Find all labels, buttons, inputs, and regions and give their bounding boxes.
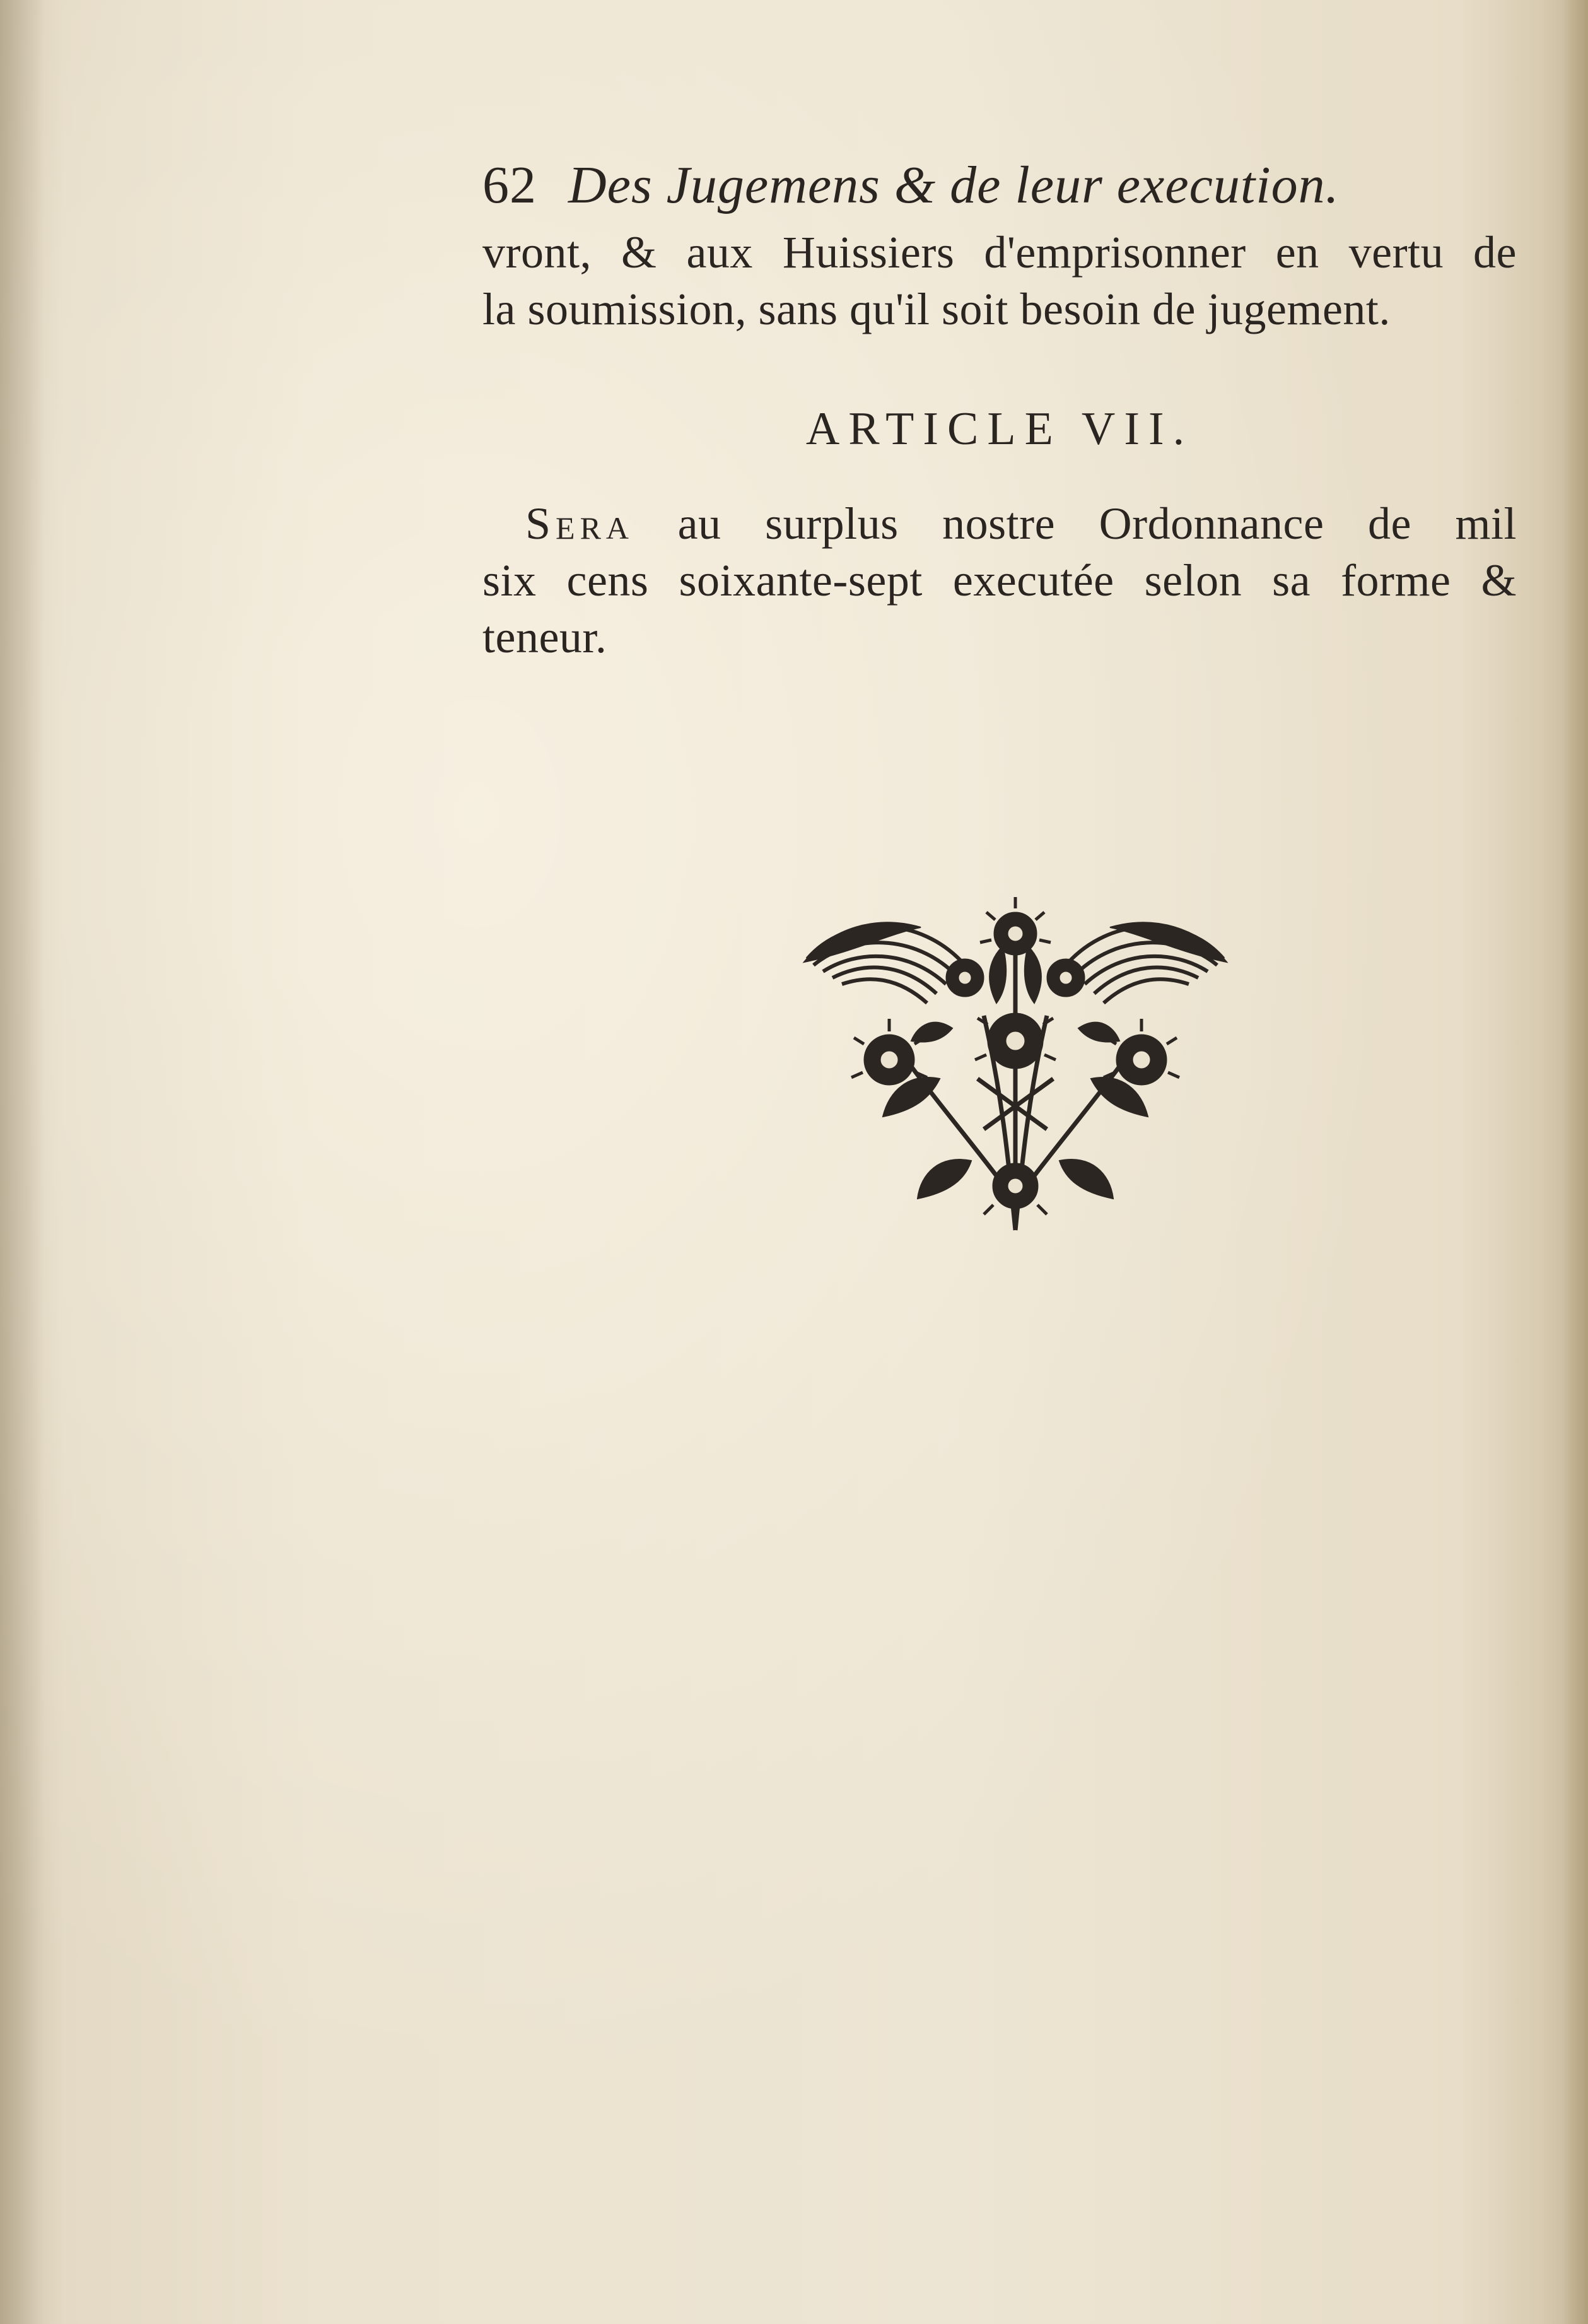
article-line-2: six cens soixante-sept executée selon sa forme & <box>482 555 1517 606</box>
running-title: Des Jugemens & de leur execution. <box>568 156 1340 214</box>
continuation-line-2: la soumission, sans qu'il soit besoin de jugement. <box>482 284 1391 334</box>
article-line-1-rest: au surplus nostre Ordonnance de mil <box>677 498 1517 549</box>
article-heading: ARTICLE VII. <box>805 403 1194 455</box>
running-head <box>482 155 1517 224</box>
floral-bouquet-ornament-icon <box>795 889 1236 1243</box>
article-line-1 <box>482 495 1517 552</box>
article-line-3: teneur. <box>482 612 607 662</box>
gutter-shadow <box>0 0 44 2324</box>
page-number: 62 <box>482 156 537 214</box>
text-block <box>482 155 1517 666</box>
article-lead-word: Sera <box>525 498 634 549</box>
continuation-line-1: vront, & aux Huissiers d'emprisonner en vertu de <box>482 227 1517 278</box>
page-edge <box>1563 0 1588 2324</box>
